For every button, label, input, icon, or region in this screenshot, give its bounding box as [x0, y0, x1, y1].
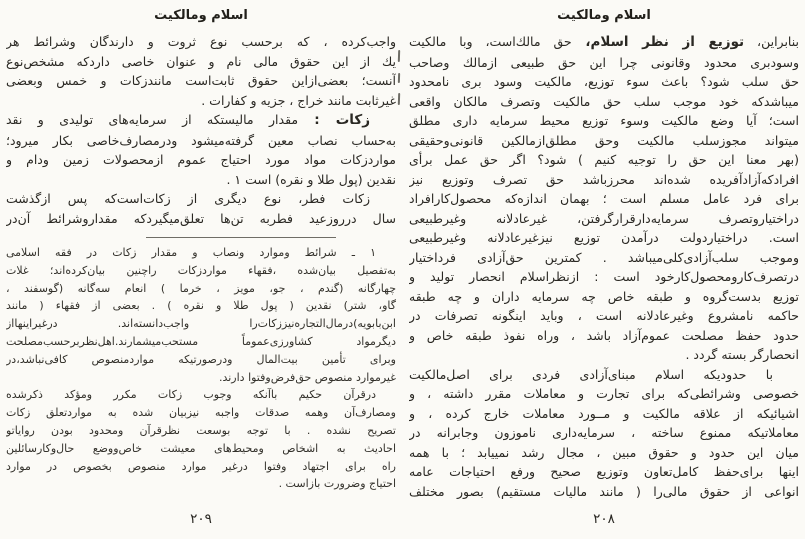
text-line: اينها براى‌حفظ كامل‌تعاون وتوزيع صحيح ورفع احتياجات عامه [409, 464, 799, 479]
gutter-mark [398, 93, 400, 105]
text-line: آنست؛ بعضى‌ازاين حقوق ثابت‌است مانندزكات و خمس وبعضى [6, 73, 396, 88]
footnote-rule [146, 237, 336, 238]
text-line: انواعى از حقوق مالى‌را ( مانند ماليات مستقيم) بصور مختلف [409, 483, 799, 499]
running-header-left: اسلام ومالكيت [154, 8, 248, 23]
text-line: حدود حفظ مصلحت عموم‌آزاد باشد ، وراه نفوذ طبقه خاص و [409, 327, 799, 343]
left-page-body [6, 30, 396, 228]
text-line: (بهر معنا اين حق را توجيه كنيم ) شود؟ اگر حق عمل برأى [409, 152, 799, 167]
text-line: حق سلب شود؟ باعث سوء توزيع، مالكيت وسود برى نامحدود [409, 74, 799, 89]
text-line: با حدوديكه اسلام مبناى‌آزادى فردى براى اصل‌مالكيت [409, 366, 773, 382]
text-line: غيرثابت مانند خراج ، جزيه و كفارات . [201, 92, 396, 108]
text-line: زكات : مقدار ماليستكه از سرمايه‌هاى توليدى و نقد [6, 112, 370, 128]
footnote-line: ۱ ـ شرائط وموارد ونصاب و مقدار زكات در فقه اسلامى [6, 246, 376, 259]
footnote-line: راه براى اجتهاد وفتوا درغير موارد منصوص بخصوص در موارد [6, 459, 396, 473]
footnote-line: ابن‌بابويه)درمال‌التجاره‌نيززكات‌را واجب‌دانسته‌اند. درغيراينهااز [6, 317, 396, 331]
text-line: ميباشدكه خود موجب سلب حق مالكيت وتصرف مالكان واقعى [409, 93, 799, 109]
text-line: وموجب سلب‌آزادى‌كلى‌ميباشد . كمترين حق‌آزادى فرداختيار [409, 249, 799, 265]
footnote-line: احتياج وضرورت بازاست . [278, 477, 396, 491]
text-line: درتصرف‌كارومحصول‌كارخود است : ازنظراسلام انحصار توليد و [409, 269, 799, 284]
text-line: اشيائيكه از علاقه مالكيت و مــورد معاملات خارج كرده ، و [409, 405, 799, 421]
right-page [409, 0, 799, 539]
text-line: وسودبرى محدود وقانونى چرا اين حق طبيعى ازمالك وصاحب [409, 54, 799, 70]
footnote-line: درقرآن حكيم باآنكه وجوب زكات مكرر ومؤكد ذكرشده [6, 388, 376, 402]
text-line: واجب‌كرده ، كه برحسب نوع ثروت و دارندگان وشرائط هر [6, 34, 396, 49]
footnote-line: ديگرمواد كشاورزى‌عموماً مستحب‌ميشمارند.اهل‌نظربرحسب‌مصلحت [6, 334, 396, 348]
text-line: ميان اين حدود و حقوق مبين ، مجال رشد نمييابد ؛ با همه [409, 444, 799, 460]
text-line: مواردزكات مواد مورد احتياج عموم ازمحصولات زمين ودام و [6, 152, 396, 167]
right-page-body [409, 30, 799, 501]
text-line: براى فرد عامل مسلم است ؛ بهمان اندازه‌كه محصول‌كارافراد [409, 191, 799, 206]
text-line: خصوصى وشرائطى‌كه براى تجارت و معاملات مقرر داشته ، و [409, 386, 799, 401]
text-line: سال درروزعيد فطربه تن‌ها تعلق‌ميگيردكه مقداروشرائط آن‌در [6, 210, 396, 226]
text-line: حاكمه نامشروع وغيرعادلانه است ، وبايد اينگونه تصرفات در [409, 308, 799, 323]
left-page [6, 0, 396, 539]
page-number-left: ٢٠٩ [190, 511, 212, 527]
footnote-line: تصريح نشده . با توجه بوسعت نظرقرآن ومحدود بودن رواياتو [6, 423, 396, 437]
footnote-line: غيرموارد منصوص حق‌فرض‌وفتوا دارند. [218, 370, 396, 384]
text-line: معاملاتيكه ممنوع ساخته ، سرمايه‌دارى ناموزون وجابرانه در [409, 425, 799, 440]
footnote-line: گاو، شتر) نقدين ( پول طلا و نقره ) . بعضى از فقهاء ( مانند [6, 299, 396, 313]
text-line: افرادكه‌آزادآفريده شده‌اند محرزباشد حق تصرف وتوزيع نيز [409, 171, 799, 187]
footnote-line: وبراى تأمين بيت‌المال ودرصورتيكه مواردمنصوص كافى‌نباشد،در [6, 352, 396, 366]
text-line: توزيع بدست‌گروه و طبقه خاص چه سرمايه داران و چه طبقه [409, 288, 799, 304]
footnote-line: ومصارف‌آن وهمه صدقات واجبه نيزبيان شده به مواردتعلق زكات [6, 406, 396, 420]
page-number-right: ٢٠٨ [593, 511, 615, 527]
text-line: به‌حساب نصاب معين گرفته‌ميشود ودرمصارف‌خاصى بكار ميرود؛ [6, 132, 396, 148]
text-line: ميتواند مجوزسلب مالكيت وحق مطلق‌ازمالكين قانونى‌وحقيقى [409, 132, 799, 148]
text-line: است؛ آيا وضع مالكيت وسوء توزيع محيط سرمايه دارى مطلق [409, 113, 799, 128]
running-header-right: اسلام ومالكيت [557, 8, 651, 23]
footnote-line: چهارگانه (گندم ، جو، مويز ، خرما ) انعام سه‌گانه (گوسفند ، [6, 281, 396, 295]
text-line: بنابراين، توزيع از نظر اسلام، حق مالك‌است، وبا مالكيت [409, 34, 799, 50]
text-line: دراختياروتصرف سرمايه‌دارقرارگرفتن، غيرعادلانه وغيرطبيعى [409, 210, 799, 226]
footnote-line: احاديث به اشخاص ومحيط‌هاى معيشت خاص‌ووضع حال‌وكارسائلين [6, 441, 396, 455]
text-line: انحصارگر بسته گردد . [685, 347, 799, 362]
gutter-mark [398, 73, 400, 83]
text-line: نقدين (پول طلا و نقره) است ۱ . [226, 171, 396, 187]
gutter-mark [398, 50, 400, 62]
text-line: زكات فطر، نوع ديگرى از زكات‌است‌كه پس ازگذشت [6, 191, 370, 206]
text-line: است. دراختياردولت درآمدن توزيع نيزغيرعادلانه وغيرطبيعى [409, 230, 799, 245]
text-line: يك از اين حقوق مالى نام و عنوان خاصى داردكه مشخص‌نوع [6, 53, 396, 69]
footnote-line: به‌تفصيل بيان‌شده ،فقهاء مواردزكات راچنين بيان‌كرده‌اند؛ غلات [6, 263, 396, 277]
left-page-footnote [6, 244, 396, 493]
